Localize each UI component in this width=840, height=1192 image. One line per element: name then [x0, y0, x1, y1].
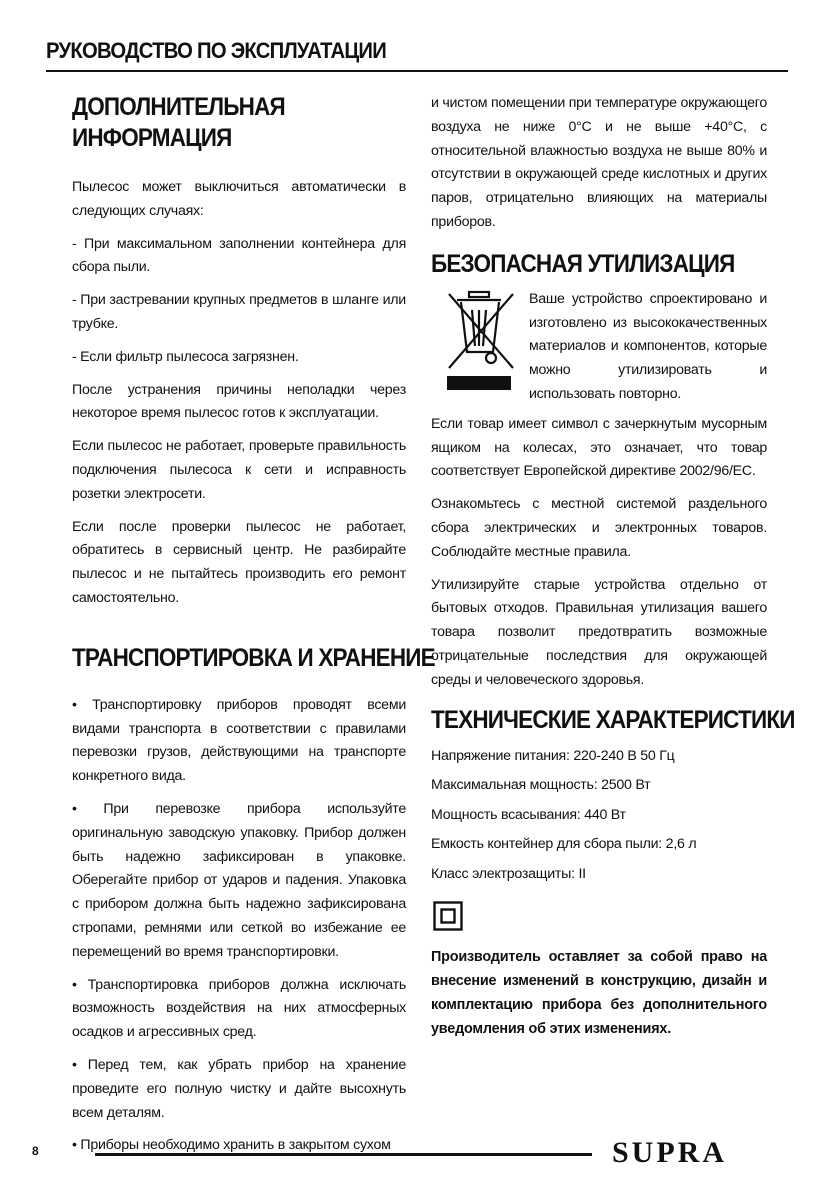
brand-logo: SUPRA — [612, 1136, 728, 1169]
extra-info-paragraph: Пылесос может выключиться автоматически в следующих случаях: — [72, 179, 406, 219]
page-number: 8 — [32, 1144, 39, 1158]
extra-info-paragraph: После устранения причины неполадки через некоторое время пылесос готов к эксплуатации. — [72, 381, 406, 422]
left-column — [72, 92, 435, 1158]
footer-divider — [95, 1153, 592, 1156]
extra-info-paragraph: Если после проверки пылесос не работает, обратитесь в сервисный центр. Не разбирайте пылесос и не пытайтесь производить его ремонт самостоятельно. — [72, 518, 406, 606]
transport-paragraph: • Перед тем, как убрать прибор на хранение проведите его полную чистку и дайте высохнуть всем деталям. — [72, 1056, 406, 1121]
transport-continuation: и чистом помещении при температуре окружающего воздуха не ниже 0°С и не выше +40°С, с относительной влажностью воздуха не выше 80% и отсутствии в окружающей среде кислотных и других паров, отрицательно влияющих на материалы приборов. — [431, 95, 767, 230]
right-column — [431, 92, 795, 1041]
extra-info-title — [72, 92, 373, 154]
disposal-intro: Ваше устройство спроектировано и изготовлено из высококачественных материалов и компонентов, которые можно утилизировать и использовать повторно. — [529, 290, 767, 402]
extra-info-title-line1: ДОПОЛНИТЕЛЬНАЯ — [72, 93, 285, 121]
specs-title: ТЕХНИЧЕСКИЕ ХАРАКТЕРИСТИКИ — [431, 705, 795, 734]
extra-info-paragraph: - При застревании крупных предметов в шланге или трубке. — [72, 292, 406, 332]
spec-item: Напряжение питания: 220-240 В 50 Гц — [431, 747, 675, 764]
spec-item: Максимальная мощность: 2500 Вт — [431, 777, 651, 794]
spec-item: Класс электрозащиты: II — [431, 865, 586, 882]
transport-paragraph: • Приборы необходимо хранить в закрытом сухом — [72, 1137, 391, 1154]
extra-info-title-line2: ИНФОРМАЦИЯ — [72, 124, 232, 152]
header-divider — [46, 70, 788, 72]
extra-info-paragraph: - При максимальном заполнении контейнера для сбора пыли. — [72, 235, 406, 276]
spec-item: Емкость контейнер для сбора пыли: 2,6 л — [431, 836, 697, 853]
disposal-title: БЕЗОПАСНАЯ УТИЛИЗАЦИЯ — [431, 249, 735, 278]
disposal-paragraph: Ознакомьтесь с местной системой раздельного сбора электрических и электронных товаров. Соблюдайте местные правила. — [431, 496, 767, 560]
extra-info-paragraph: Если пылесос не работает, проверьте правильность подключения пылесоса к сети и исправность розетки электросети. — [72, 438, 406, 502]
disposal-paragraph: Утилизируйте старые устройства отдельно от бытовых отходов. Правильная утилизация вашего товара позволит предотвратить возможные отрицательные последствия для окружающей среды и человеческого здоровья. — [431, 576, 767, 688]
double-insulation-icon — [433, 901, 463, 931]
extra-info-paragraph: - Если фильтр пылесоса загрязнен. — [72, 348, 299, 365]
weee-bar — [447, 376, 511, 390]
transport-paragraph: • При перевозке прибора используйте оригинальную заводскую упаковку. Прибор должен быть надежно зафиксирован в упаковке. Оберегайте прибор от ударов и падения. Упаковка с прибором должна быть надежно зафиксирована стропами, ремнями или сеткой во избежание ее перемещений во время транспортировки. — [72, 800, 406, 960]
disposal-intro-block — [431, 288, 767, 407]
disposal-paragraph: Если товар имеет символ с зачеркнутым мусорным ящиком на колесах, это означает, что товар соответствует Европейской директиве 2002/96/EC. — [431, 415, 767, 480]
transport-paragraph: • Транспортировку приборов проводят всеми видами транспорта в соответствии с правилами перевозки грузов, действующими на транспорте конкретного вида. — [72, 696, 406, 785]
page-header-title: РУКОВОДСТВО ПО ЭКСПЛУАТАЦИИ — [46, 38, 387, 63]
transport-title: ТРАНСПОРТИРОВКА И ХРАНЕНИЕ — [72, 643, 435, 672]
transport-paragraph: • Транспортировка приборов должна исключать возможность воздействия на них атмосферных осадков и агрессивных сред. — [72, 976, 406, 1041]
spec-item: Мощность всасывания: 440 Вт — [431, 806, 626, 823]
crossed-out-wheelie-bin-icon — [431, 288, 527, 398]
manufacturer-notice: Производитель оставляет за собой право на внесение изменений в конструкцию, дизайн и комплектацию прибора без дополнительного уведомления об этих изменениях. — [431, 949, 767, 1038]
